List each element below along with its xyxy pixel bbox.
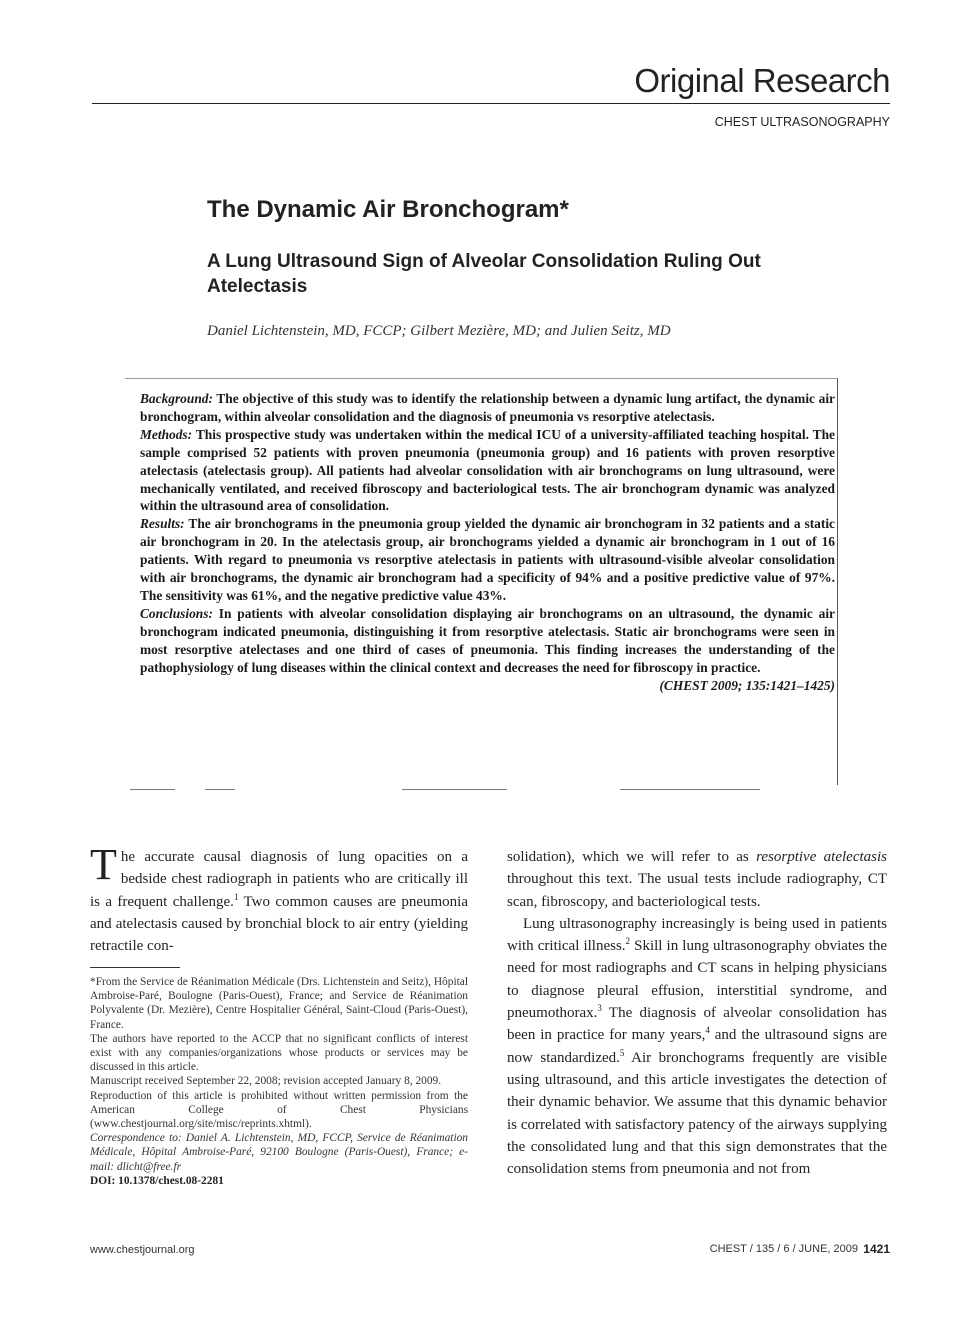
header-rule xyxy=(92,103,890,104)
footer-journal-info: CHEST / 135 / 6 / JUNE, 2009 xyxy=(709,1243,858,1255)
body-text: solidation), which we will refer to as xyxy=(507,849,757,865)
footnote-reproduction: Reproduction of this article is prohibited without written permission from the American College of Chest Physicians (www.chestjournal.org/site/misc/reprints.xhtml). xyxy=(90,1089,468,1131)
abstract-results-label: Results: xyxy=(140,516,185,532)
footnote-affiliation: *From the Service de Réanimation Médicale (Drs. Lichtenstein and Seitz), Hôpital Ambroise-Paré, Boulogne (Paris-Ouest), France; and Service de Réanimation Polyvalente (Dr. Mezière), Centre Hospitalier Général, Saint-Cloud (Paris-Ouest), France. xyxy=(90,976,468,1031)
divider-dash xyxy=(620,789,760,790)
abstract-results-text: The air bronchograms in the pneumonia group yielded the dynamic air bronchogram in 32 patients and a static air bronchogram in 20. In the atelectasis group, air bronchograms yielded a dynamic air bronchogram in 1 out of 16 patients. With regard to pneumonia vs resorptive atelectasis in patients with ultrasound-visible alveolar consolidation with air bronchograms, the dynamic air bronchogram had a specificity of 94% and a positive predictive value of 97%. The sensitivity was 61%, and the negative predictive value 43%. xyxy=(140,516,835,603)
intro-text-b: Two common causes are pneumonia and atelectasis caused by bronchial block to air entry (yielding retractile con- xyxy=(90,893,469,955)
abstract xyxy=(140,390,835,694)
abstract-methods xyxy=(140,426,835,516)
abstract-methods-label: Methods: xyxy=(140,426,193,442)
divider-dash xyxy=(402,789,507,790)
abstract-background-label: Background: xyxy=(140,391,213,406)
reference-5[interactable]: 5 xyxy=(619,1047,625,1058)
section-header-title: Original Research xyxy=(634,62,890,99)
footnote-correspondence: Correspondence to: Daniel A. Lichtenstein, MD, FCCP, Service de Réanimation Médicale, Hôpital Ambroise-Paré, 92100 Boulogne (Paris-Ouest), France; e-mail: dlicht@free.fr xyxy=(90,1132,468,1173)
reference-1[interactable]: 1 xyxy=(233,891,239,902)
body-text: Lung ultrasonography increasingly is being used in patients with critical illness. xyxy=(507,915,887,955)
article-subtitle: A Lung Ultrasound Sign of Alveolar Consolidation Ruling Out Atelectasis xyxy=(207,251,761,297)
abstract-methods-text: This prospective study was undertaken within the medical ICU of a university-affiliated teaching hospital. The sample comprised 52 patients with proven pneumonia (pneumonia group) and 16 patients with proven resorptive atelectasis (atelectasis group). All patients had alveolar consolidation with air bronchograms on lung ultrasound, were mechanically ventilated, and received fibroscopy and bacteriological tests. The air bronchogram dynamic was analyzed within the ultrasound area of consolidation. xyxy=(140,426,835,514)
body-column-right xyxy=(507,846,887,1180)
abstract-results xyxy=(140,515,835,605)
body-text: Skill in lung ultrasonography obviates the need for most radiographs and CT scans in helping physicians to diagnose pleural effusion, interstitial syndrome, and pneumothorax. xyxy=(507,938,887,1022)
drop-cap: T xyxy=(90,840,117,889)
abstract-background-text: The objective of this study was to identify the relationship between a dynamic lung artifact, the dynamic air bronchogram, within alveolar consolidation and the diagnosis of pneumonia vs resorptive atelectasis. xyxy=(140,391,835,424)
footnote-manuscript: Manuscript received September 22, 2008; revision accepted January 8, 2009. xyxy=(90,1075,442,1088)
page-number: 1421 xyxy=(863,1242,890,1256)
footnote-disclosure: The authors have reported to the ACCP that no significant conflicts of interest exist with any companies/organizations whose products or services may be discussed in this article. xyxy=(90,1032,468,1074)
body-text: and the ultrasound signs are now standardized. xyxy=(507,1027,887,1066)
reference-2[interactable]: 2 xyxy=(625,936,631,947)
abstract-citation: (CHEST 2009; 135:1421–1425) xyxy=(659,677,835,693)
body-text: Air bronchograms frequently are visible using ultrasound, and this article investigates the detection of their dynamic behavior. We assume that this dynamic behavior is correlated with satisfactory patency of the airways supplying the consolidated lung and that this sign demonstrates that the consolidation stems from pneumonia and not from xyxy=(507,1049,887,1178)
abstract-conclusions-label: Conclusions: xyxy=(140,605,213,621)
divider-dash xyxy=(130,789,175,790)
abstract-conclusions xyxy=(140,605,835,677)
reference-3[interactable]: 3 xyxy=(597,1003,602,1014)
article-authors: Daniel Lichtenstein, MD, FCCP; Gilbert Mezière, MD; and Julien Seitz, MD xyxy=(207,323,671,339)
body-paragraph-1 xyxy=(507,846,887,913)
abstract-background xyxy=(140,390,835,426)
intro-paragraph xyxy=(90,840,469,957)
abstract-conclusions-text: In patients with alveolar consolidation displaying air bronchograms on an ultrasound, the dynamic air bronchogram indicated pneumonia, distinguishing it from resorptive atelectasis. Static air bronchograms were seen in most resorptive atelectases and one third of cases of pneumonia. This finding increases the understanding of the pathophysiology of lung diseases within the clinical context and decreases the need for fibroscopy in practice. xyxy=(140,605,835,675)
divider-dash xyxy=(205,789,235,790)
reference-4[interactable]: 4 xyxy=(705,1025,710,1036)
doi[interactable]: DOI: 10.1378/chest.08-2281 xyxy=(90,1174,224,1187)
body-column-left xyxy=(90,840,469,957)
intro-text-a: he accurate causal diagnosis of lung opacities on a bedside chest radiograph in patients who are critically ill is a frequent challenge. xyxy=(90,849,468,910)
section-category: CHEST ULTRASONOGRAPHY xyxy=(714,115,890,129)
footnote-rule xyxy=(90,967,180,968)
body-text: The diagnosis of alveolar consolidation has been in practice for many years, xyxy=(507,1005,887,1044)
footer-url[interactable]: www.chestjournal.org xyxy=(90,1244,195,1256)
body-emphasis: resorptive atelectasis xyxy=(756,849,887,865)
body-text: throughout this text. The usual tests include radiography, CT scan, fibroscopy, and bacteriological tests. xyxy=(507,871,887,910)
article-title: The Dynamic Air Bronchogram* xyxy=(207,196,569,223)
footnotes xyxy=(90,975,468,1188)
body-paragraph-2 xyxy=(507,913,887,1181)
